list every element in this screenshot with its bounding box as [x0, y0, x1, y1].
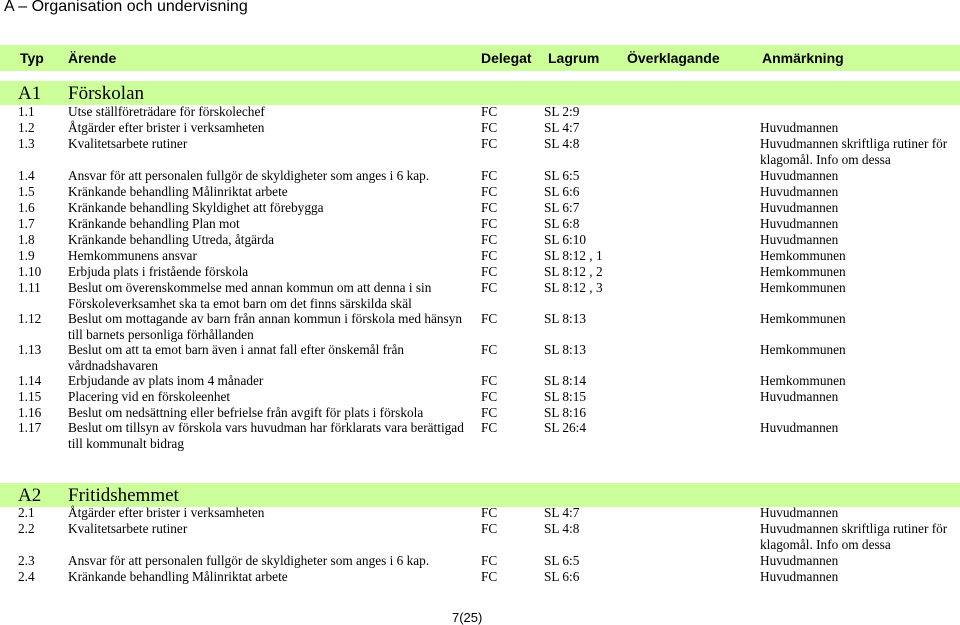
header-typ: Typ — [20, 50, 44, 66]
row-lagrum: SL 4:8 — [544, 136, 580, 151]
row-delegat: FC — [481, 420, 498, 435]
row-delegat: FC — [481, 136, 498, 151]
header-arende: Ärende — [68, 50, 117, 66]
section-code: A2 — [18, 485, 42, 506]
row-id: 1.4 — [18, 168, 35, 183]
section-header-a2 — [0, 483, 960, 507]
row-lagrum: SL 4:7 — [544, 505, 580, 520]
row-lagrum: SL 6:8 — [544, 216, 580, 231]
row-id: 1.7 — [18, 216, 35, 231]
row-description: Beslut om överenskommelse med annan kommun om att denna i sin Förskoleverksamhet ska ta emot barn om det finns särskilda skäl — [68, 280, 432, 311]
row-anmarkning: Huvudmannen — [760, 569, 839, 584]
header-delegat: Delegat — [481, 50, 532, 66]
row-delegat: FC — [481, 248, 498, 263]
row-anmarkning: Huvudmannen skriftliga rutiner för klagomål. Info om dessa — [760, 136, 948, 167]
row-anmarkning: Huvudmannen — [760, 389, 839, 404]
row-anmarkning: Hemkommunen — [760, 280, 846, 295]
row-delegat: FC — [481, 184, 498, 199]
table-header — [0, 45, 960, 71]
row-delegat: FC — [481, 104, 498, 119]
row-description: Beslut om mottagande av barn från annan kommun i förskola med hänsyn till barnets personliga förhållanden — [68, 311, 463, 342]
row-description: Hemkommunens ansvar — [68, 248, 197, 263]
row-lagrum: SL 6:7 — [544, 200, 580, 215]
row-lagrum: SL 26:4 — [544, 420, 586, 435]
row-anmarkning: Hemkommunen — [760, 248, 846, 263]
row-lagrum: SL 8:12 , 2 — [544, 264, 603, 279]
row-lagrum: SL 2:9 — [544, 104, 580, 119]
row-id: 1.9 — [18, 248, 35, 263]
row-delegat: FC — [481, 264, 498, 279]
row-id: 1.8 — [18, 232, 35, 247]
row-id: 2.4 — [18, 569, 35, 584]
row-lagrum: SL 6:10 — [544, 232, 586, 247]
row-id: 1.1 — [18, 104, 35, 119]
row-id: 1.3 — [18, 136, 35, 151]
row-lagrum: SL 6:6 — [544, 184, 580, 199]
row-description: Beslut om att ta emot barn även i annat fall efter önskemål från vårdnadshavaren — [68, 342, 404, 373]
row-delegat: FC — [481, 553, 498, 568]
page-heading: A – Organisation och undervisning — [4, 0, 248, 15]
row-id: 1.5 — [18, 184, 35, 199]
row-lagrum: SL 8:13 — [544, 311, 586, 326]
row-anmarkning: Huvudmannen — [760, 184, 839, 199]
row-lagrum: SL 8:13 — [544, 342, 586, 357]
row-anmarkning: Hemkommunen — [760, 373, 846, 388]
row-id: 1.13 — [18, 342, 42, 357]
row-description: Kränkande behandling Skyldighet att förebygga — [68, 200, 324, 215]
row-id: 1.17 — [18, 420, 42, 435]
row-description: Åtgärder efter brister i verksamheten — [68, 120, 265, 135]
row-anmarkning: Huvudmannen — [760, 232, 839, 247]
section-header-a1 — [0, 81, 960, 105]
page-number: 7(25) — [452, 610, 483, 625]
row-description: Beslut om nedsättning eller befrielse från avgift för plats i förskola — [68, 405, 424, 420]
row-delegat: FC — [481, 521, 498, 536]
row-description: Erbjudande av plats inom 4 månader — [68, 373, 264, 388]
row-anmarkning: Hemkommunen — [760, 311, 846, 326]
row-anmarkning: Huvudmannen — [760, 505, 839, 520]
row-anmarkning: Huvudmannen — [760, 420, 839, 435]
row-id: 2.2 — [18, 521, 35, 536]
row-description: Åtgärder efter brister i verksamheten — [68, 505, 265, 520]
row-anmarkning: Huvudmannen — [760, 120, 839, 135]
row-delegat: FC — [481, 342, 498, 357]
row-lagrum: SL 8:15 — [544, 389, 586, 404]
row-lagrum: SL 8:14 — [544, 373, 586, 388]
section-title: Förskolan — [68, 83, 144, 104]
row-lagrum: SL 8:12 , 3 — [544, 280, 603, 295]
row-id: 2.3 — [18, 553, 35, 568]
row-delegat: FC — [481, 373, 498, 388]
row-delegat: FC — [481, 168, 498, 183]
row-id: 2.1 — [18, 505, 35, 520]
row-description: Kränkande behandling Plan mot — [68, 216, 240, 231]
row-anmarkning: Huvudmannen — [760, 216, 839, 231]
row-lagrum: SL 6:6 — [544, 569, 580, 584]
row-anmarkning: Hemkommunen — [760, 342, 846, 357]
row-id: 1.12 — [18, 311, 42, 326]
row-delegat: FC — [481, 311, 498, 326]
section-code: A1 — [18, 83, 42, 104]
row-lagrum: SL 4:7 — [544, 120, 580, 135]
row-description: Utse ställföreträdare för förskolechef — [68, 104, 265, 119]
row-description: Kränkande behandling Målinriktat arbete — [68, 184, 288, 199]
row-anmarkning: Huvudmannen skriftliga rutiner för klagomål. Info om dessa — [760, 521, 948, 552]
row-description: Kvalitetsarbete rutiner — [68, 521, 188, 536]
row-id: 1.15 — [18, 389, 42, 404]
row-description: Beslut om tillsyn av förskola vars huvudman har förklarats vara berättigad till kommunalt bidrag — [68, 420, 464, 451]
row-anmarkning: Hemkommunen — [760, 264, 846, 279]
row-anmarkning: Huvudmannen — [760, 200, 839, 215]
row-description: Kvalitetsarbete rutiner — [68, 136, 188, 151]
row-description: Kränkande behandling Utreda, åtgärda — [68, 232, 275, 247]
row-lagrum: SL 8:16 — [544, 405, 586, 420]
row-delegat: FC — [481, 216, 498, 231]
row-description: Ansvar för att personalen fullgör de skyldigheter som anges i 6 kap. — [68, 168, 430, 183]
row-delegat: FC — [481, 405, 498, 420]
row-delegat: FC — [481, 120, 498, 135]
row-delegat: FC — [481, 389, 498, 404]
row-delegat: FC — [481, 569, 498, 584]
row-lagrum: SL 4:8 — [544, 521, 580, 536]
row-lagrum: SL 6:5 — [544, 553, 580, 568]
row-id: 1.2 — [18, 120, 35, 135]
section-title: Fritidshemmet — [68, 485, 179, 506]
row-anmarkning: Huvudmannen — [760, 168, 839, 183]
row-description: Placering vid en förskoleenhet — [68, 389, 231, 404]
header-lagrum: Lagrum — [548, 50, 600, 66]
row-anmarkning: Huvudmannen — [760, 553, 839, 568]
row-description: Ansvar för att personalen fullgör de skyldigheter som anges i 6 kap. — [68, 553, 430, 568]
row-delegat: FC — [481, 200, 498, 215]
header-anmarkning: Anmärkning — [762, 50, 844, 66]
row-description: Erbjuda plats i fristående förskola — [68, 264, 249, 279]
row-id: 1.6 — [18, 200, 35, 215]
row-lagrum: SL 8:12 , 1 — [544, 248, 603, 263]
row-id: 1.11 — [18, 280, 41, 295]
row-id: 1.14 — [18, 373, 42, 388]
header-overklagande: Överklagande — [627, 50, 720, 66]
row-delegat: FC — [481, 232, 498, 247]
row-delegat: FC — [481, 280, 498, 295]
row-id: 1.16 — [18, 405, 42, 420]
row-delegat: FC — [481, 505, 498, 520]
row-lagrum: SL 6:5 — [544, 168, 580, 183]
row-id: 1.10 — [18, 264, 42, 279]
row-description: Kränkande behandling Målinriktat arbete — [68, 569, 288, 584]
